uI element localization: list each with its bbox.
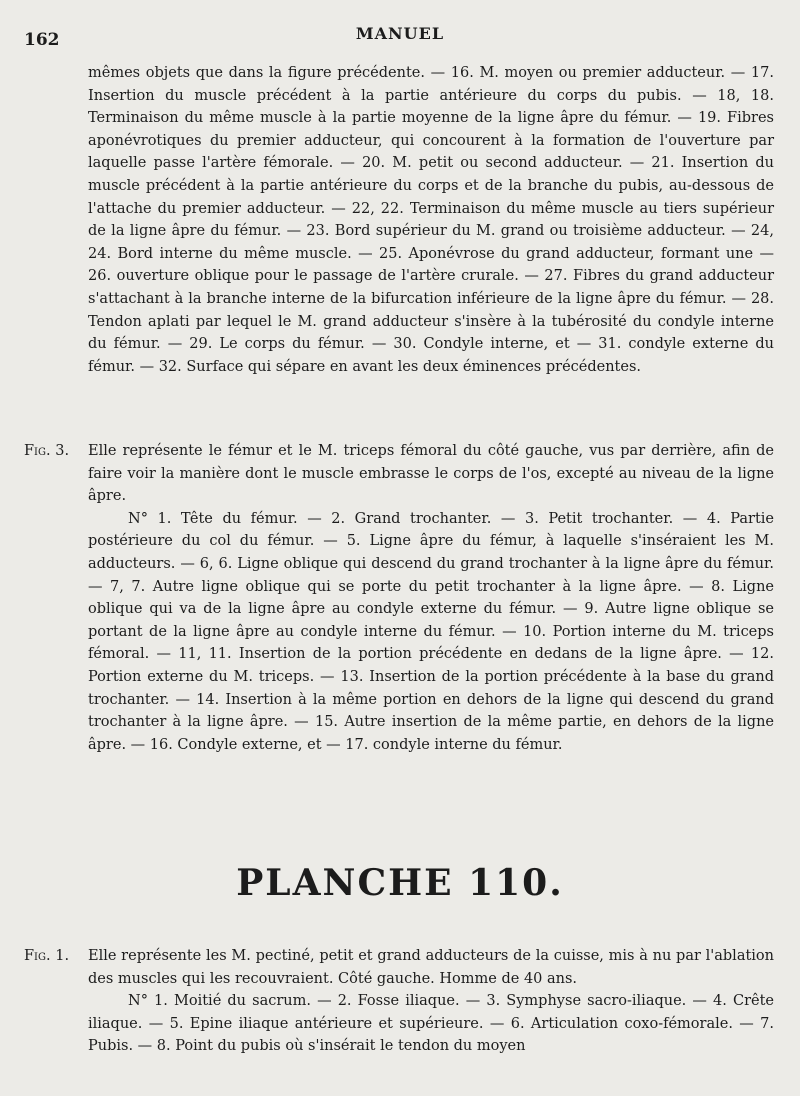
plate-fig1-text-block xyxy=(88,945,774,1058)
plate-title: PLANCHE 110. xyxy=(236,862,564,904)
plate-fig1-legend: N° 1. Moitié du sacrum. — 2. Fosse iliaque. — 3. Symphyse sacro-iliaque. — 4. Crête iliaque. — 5. Epine iliaque antérieure et supérieure. — 6. Articulation coxo-fémorale. — 7. Pubis. — 8. Point du pubis où s'insérait le tendon du moyen xyxy=(88,993,774,1055)
fig3-caption: Elle représente le fémur et le M. triceps fémoral du côté gauche, vus par derrière, afin de faire voir la manière dont le muscle embrasse le corps de l'os, excepté au niveau de la ligne âpre. xyxy=(88,443,774,505)
continuation-paragraph: mêmes objets que dans la figure précédente. — 16. M. moyen ou premier adducteur. — 17. Insertion du muscle précédent à la partie antérieure du corps du pubis. — 18, 18. Terminaison du même muscle à la partie moyenne de la ligne âpre du fémur. — 19. Fibres aponévrotiques du premier adducteur, qui concourent à la formation de l'ouverture par laquelle passe l'artère fémorale. — 20. M. petit ou second adducteur. — 21. Insertion du muscle précédent à la partie antérieure du corps et de la branche du pubis, au-dessous de l'attache du premier adducteur. — 22, 22. Terminaison du même muscle au tiers supérieur de la ligne âpre du fémur. — 23. Bord supérieur du M. grand ou troisième adducteur. — 24, 24. Bord interne du même muscle. — 25. Aponévrose du grand adducteur, formant une — 26. ouverture oblique pour le passage de l'artère crurale. — 27. Fibres du grand adducteur s'attachant à la branche interne de la bifurcation inférieure de la ligne âpre du fémur. — 28. Tendon aplati par lequel le M. grand adducteur s'insère à la tubérosité du condyle interne du fémur. — 29. Le corps du fémur. — 30. Condyle interne, et — 31. condyle externe du fémur. — 32. Surface qui sépare en avant les deux éminences précédentes. xyxy=(88,65,774,375)
page-number: 162 xyxy=(24,30,60,50)
plate-fig1-caption: Elle représente les M. pectiné, petit et grand adducteurs de la cuisse, mis à nu par l'ablation des muscles qui les recouvraient. Côté gauche. Homme de 40 ans. xyxy=(88,948,774,987)
fig3-label: Fig. 3. xyxy=(24,443,70,459)
fig3-legend: N° 1. Tête du fémur. — 2. Grand trochanter. — 3. Petit trochanter. — 4. Partie postérieure du col du fémur. — 5. Ligne âpre du fémur, à laquelle s'inséraient les M. adducteurs. — 6, 6. Ligne oblique qui descend du grand trochanter à la ligne âpre du fémur. — 7, 7. Autre ligne oblique qui se porte du petit trochanter à la ligne âpre. — 8. Ligne oblique qui va de la ligne âpre au condyle externe du fémur. — 9. Autre ligne oblique se portant de la ligne âpre au condyle interne du fémur. — 10. Portion interne du M. triceps fémoral. — 11, 11. Insertion de la portion précédente en dedans de la ligne âpre. — 12. Portion externe du M. triceps. — 13. Insertion de la portion précédente à la base du grand trochanter. — 14. Insertion à la même portion en dehors de la ligne qui descend du grand trochanter à la ligne âpre. — 15. Autre insertion de la même partie, en dehors de la ligne âpre. — 16. Condyle externe, et — 17. condyle interne du fémur. xyxy=(88,510,774,753)
fig3-text-block xyxy=(88,440,774,756)
running-head: MANUEL xyxy=(355,24,445,43)
continuation-text-block xyxy=(88,62,774,378)
plate-fig1-label: Fig. 1. xyxy=(24,948,70,964)
